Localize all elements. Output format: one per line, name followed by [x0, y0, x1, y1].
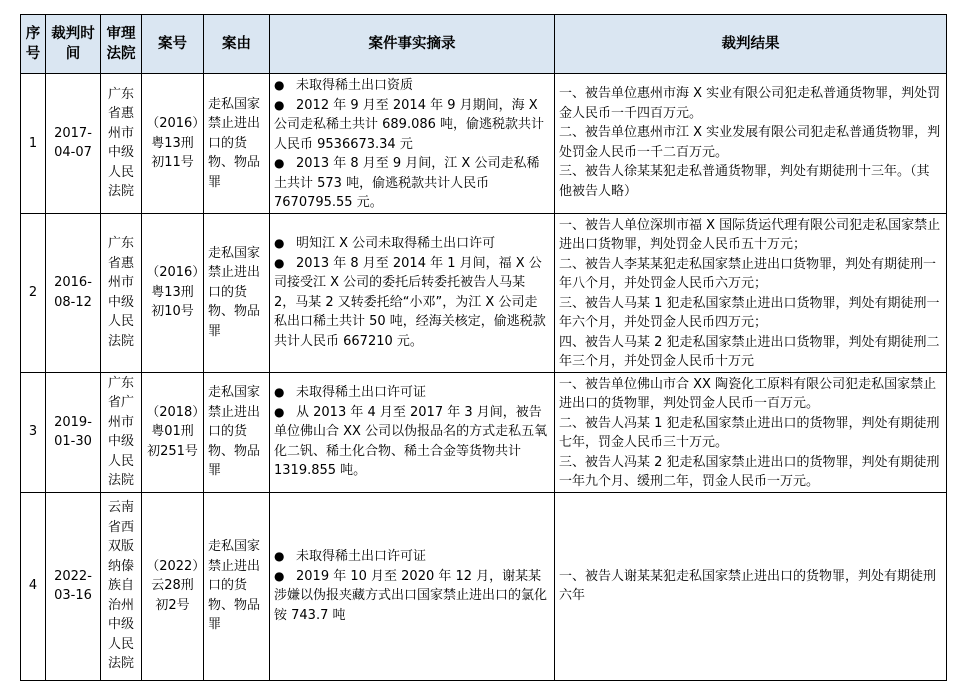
cell-cause: 走私国家禁止进出口的货物、物品罪	[204, 74, 270, 214]
cell-court: 广东省广州市中级人民法院	[101, 372, 142, 492]
header-result: 裁判结果	[555, 15, 947, 74]
bullet-icon: ●	[274, 236, 285, 250]
cell-date: 2016-08-12	[46, 213, 101, 372]
bullet-icon: ●	[274, 78, 285, 92]
cell-result	[555, 74, 947, 214]
fact-item: ● 2013 年 8 月至 2014 年 1 月间，福 X 公司接受江 X 公司的委托后转委托被告人马某 2，马某 2 又转委托给“小邓”，为江 X 公司走私出口稀土共计 50 吨，经海关核定，偷逃税款共计人民币 667210 元。	[274, 255, 546, 349]
bullet-icon: ●	[274, 568, 285, 583]
cell-facts	[270, 372, 555, 492]
cell-no: 2	[21, 213, 46, 372]
fact-item: ● 未取得稀土出口资质	[274, 76, 550, 96]
fact-item: ● 未取得稀土出口许可证	[274, 547, 550, 567]
fact-item: ● 2013 年 8 月至 9 月间，江 X 公司走私稀土共计 573 吨，偷逃税款共计人民币 7670795.55 元。	[274, 156, 540, 210]
bullet-icon: ●	[274, 156, 285, 170]
cell-court: 广东省惠州市中级人民法院	[101, 213, 142, 372]
bullet-icon: ●	[274, 404, 285, 419]
result-item: 一、被告单位惠州市海 X 实业有限公司犯走私普通货物罪，判处罚金人民币一千四百万元。	[559, 86, 941, 121]
header-facts: 案件事实摘录	[270, 15, 555, 74]
cell-no: 4	[21, 492, 46, 680]
table-row	[21, 492, 947, 680]
cell-result	[555, 372, 947, 492]
bullet-icon: ●	[274, 385, 285, 400]
cell-result	[555, 213, 947, 372]
result-item: 三、被告人冯某 2 犯走私国家禁止进出口的货物罪，判处有期徒刑一年九个月、缓刑二年，罚金人民币一万元。	[559, 454, 940, 489]
fact-item: ● 明知江 X 公司未取得稀土出口许可	[274, 234, 550, 254]
bullet-icon: ●	[274, 97, 285, 112]
cell-court: 云南省西双版纳傣族自治州中级人民法院	[101, 492, 142, 680]
bullet-icon: ●	[274, 549, 285, 563]
header-row	[21, 15, 947, 74]
table-row	[21, 74, 947, 214]
result-item: 三、被告人马某 1 犯走私国家禁止进出口货物罪，判处有期徒刑一年六个月，并处罚金人民币四万元；	[559, 295, 940, 330]
cell-date: 2022-03-16	[46, 492, 101, 680]
result-item: 一、被告单位佛山市合 XX 陶瓷化工原料有限公司犯走私国家禁止进出口的货物罪，判处罚金人民币一百万元。	[559, 376, 937, 411]
header-case-no: 案号	[142, 15, 204, 74]
cell-facts	[270, 74, 555, 214]
result-item: 三、被告人徐某某犯走私普通货物罪，判处有期徒刑十三年。（其他被告人略）	[559, 164, 930, 199]
header-court: 审理法院	[101, 15, 142, 74]
table-row	[21, 213, 947, 372]
result-item: 二、被告人冯某 1 犯走私国家禁止进出口的货物罪，判处有期徒刑七年，罚金人民币三十万元。	[559, 415, 940, 450]
result-item: 一、被告人单位深圳市福 X 国际货运代理有限公司犯走私国家禁止进出口货物罪，判处罚金人民币五十万元；	[559, 217, 941, 252]
cell-case-no: （2016）粤13刑初10号	[142, 213, 204, 372]
cell-facts	[270, 492, 555, 680]
fact-item: ● 2019 年 10 月至 2020 年 12 月，谢某某涉嫌以伪报夹藏方式出口国家禁止进出口的氯化铵 743.7 吨	[274, 568, 548, 623]
header-cause: 案由	[204, 15, 270, 74]
result-item: 二、被告人李某某犯走私国家禁止进出口货物罪，判处有期徒刑一年八个月，并处罚金人民币六万元；	[559, 256, 937, 291]
cell-cause: 走私国家禁止进出口的货物、物品罪	[204, 372, 270, 492]
cell-no: 1	[21, 74, 46, 214]
cell-case-no: （2022）云28刑初2号	[142, 492, 204, 680]
cell-cause: 走私国家禁止进出口的货物、物品罪	[204, 492, 270, 680]
cell-facts	[270, 213, 555, 372]
header-no: 序号	[21, 15, 46, 74]
header-date: 裁判时间	[46, 15, 101, 74]
cell-court: 广东省惠州市中级人民法院	[101, 74, 142, 214]
fact-item: ● 从 2013 年 4 月至 2017 年 3 月间，被告单位佛山合 XX 公司以伪报品名的方式走私五氧化二钒、稀土化合物、稀土合金等货物共计 1319.855 吨。	[274, 404, 548, 479]
cell-cause: 走私国家禁止进出口的货物、物品罪	[204, 213, 270, 372]
cell-no: 3	[21, 372, 46, 492]
result-item: 二、被告单位惠州市江 X 实业发展有限公司犯走私普通货物罪，判处罚金人民币一千二百万元。	[559, 125, 941, 160]
cell-date: 2019-01-30	[46, 372, 101, 492]
bullet-icon: ●	[274, 255, 285, 270]
fact-item: ● 未取得稀土出口许可证	[274, 383, 550, 403]
table-row	[21, 372, 947, 492]
cell-result	[555, 492, 947, 680]
cell-case-no: （2018）粤01刑初251号	[142, 372, 204, 492]
cell-case-no: （2016）粤13刑初11号	[142, 74, 204, 214]
result-item: 一、被告人谢某某犯走私国家禁止进出口的货物罪，判处有期徒刑六年	[559, 568, 937, 603]
cell-date: 2017-04-07	[46, 74, 101, 214]
fact-item: ● 2012 年 9 月至 2014 年 9 月期间，海 X 公司走私稀土共计 689.086 吨，偷逃税款共计人民币 9536673.34 元	[274, 97, 545, 152]
result-item: 四、被告人马某 2 犯走私国家禁止进出口货物罪，判处有期徒刑二年三个月，并处罚金人民币十万元	[559, 334, 940, 369]
case-table	[20, 14, 947, 681]
